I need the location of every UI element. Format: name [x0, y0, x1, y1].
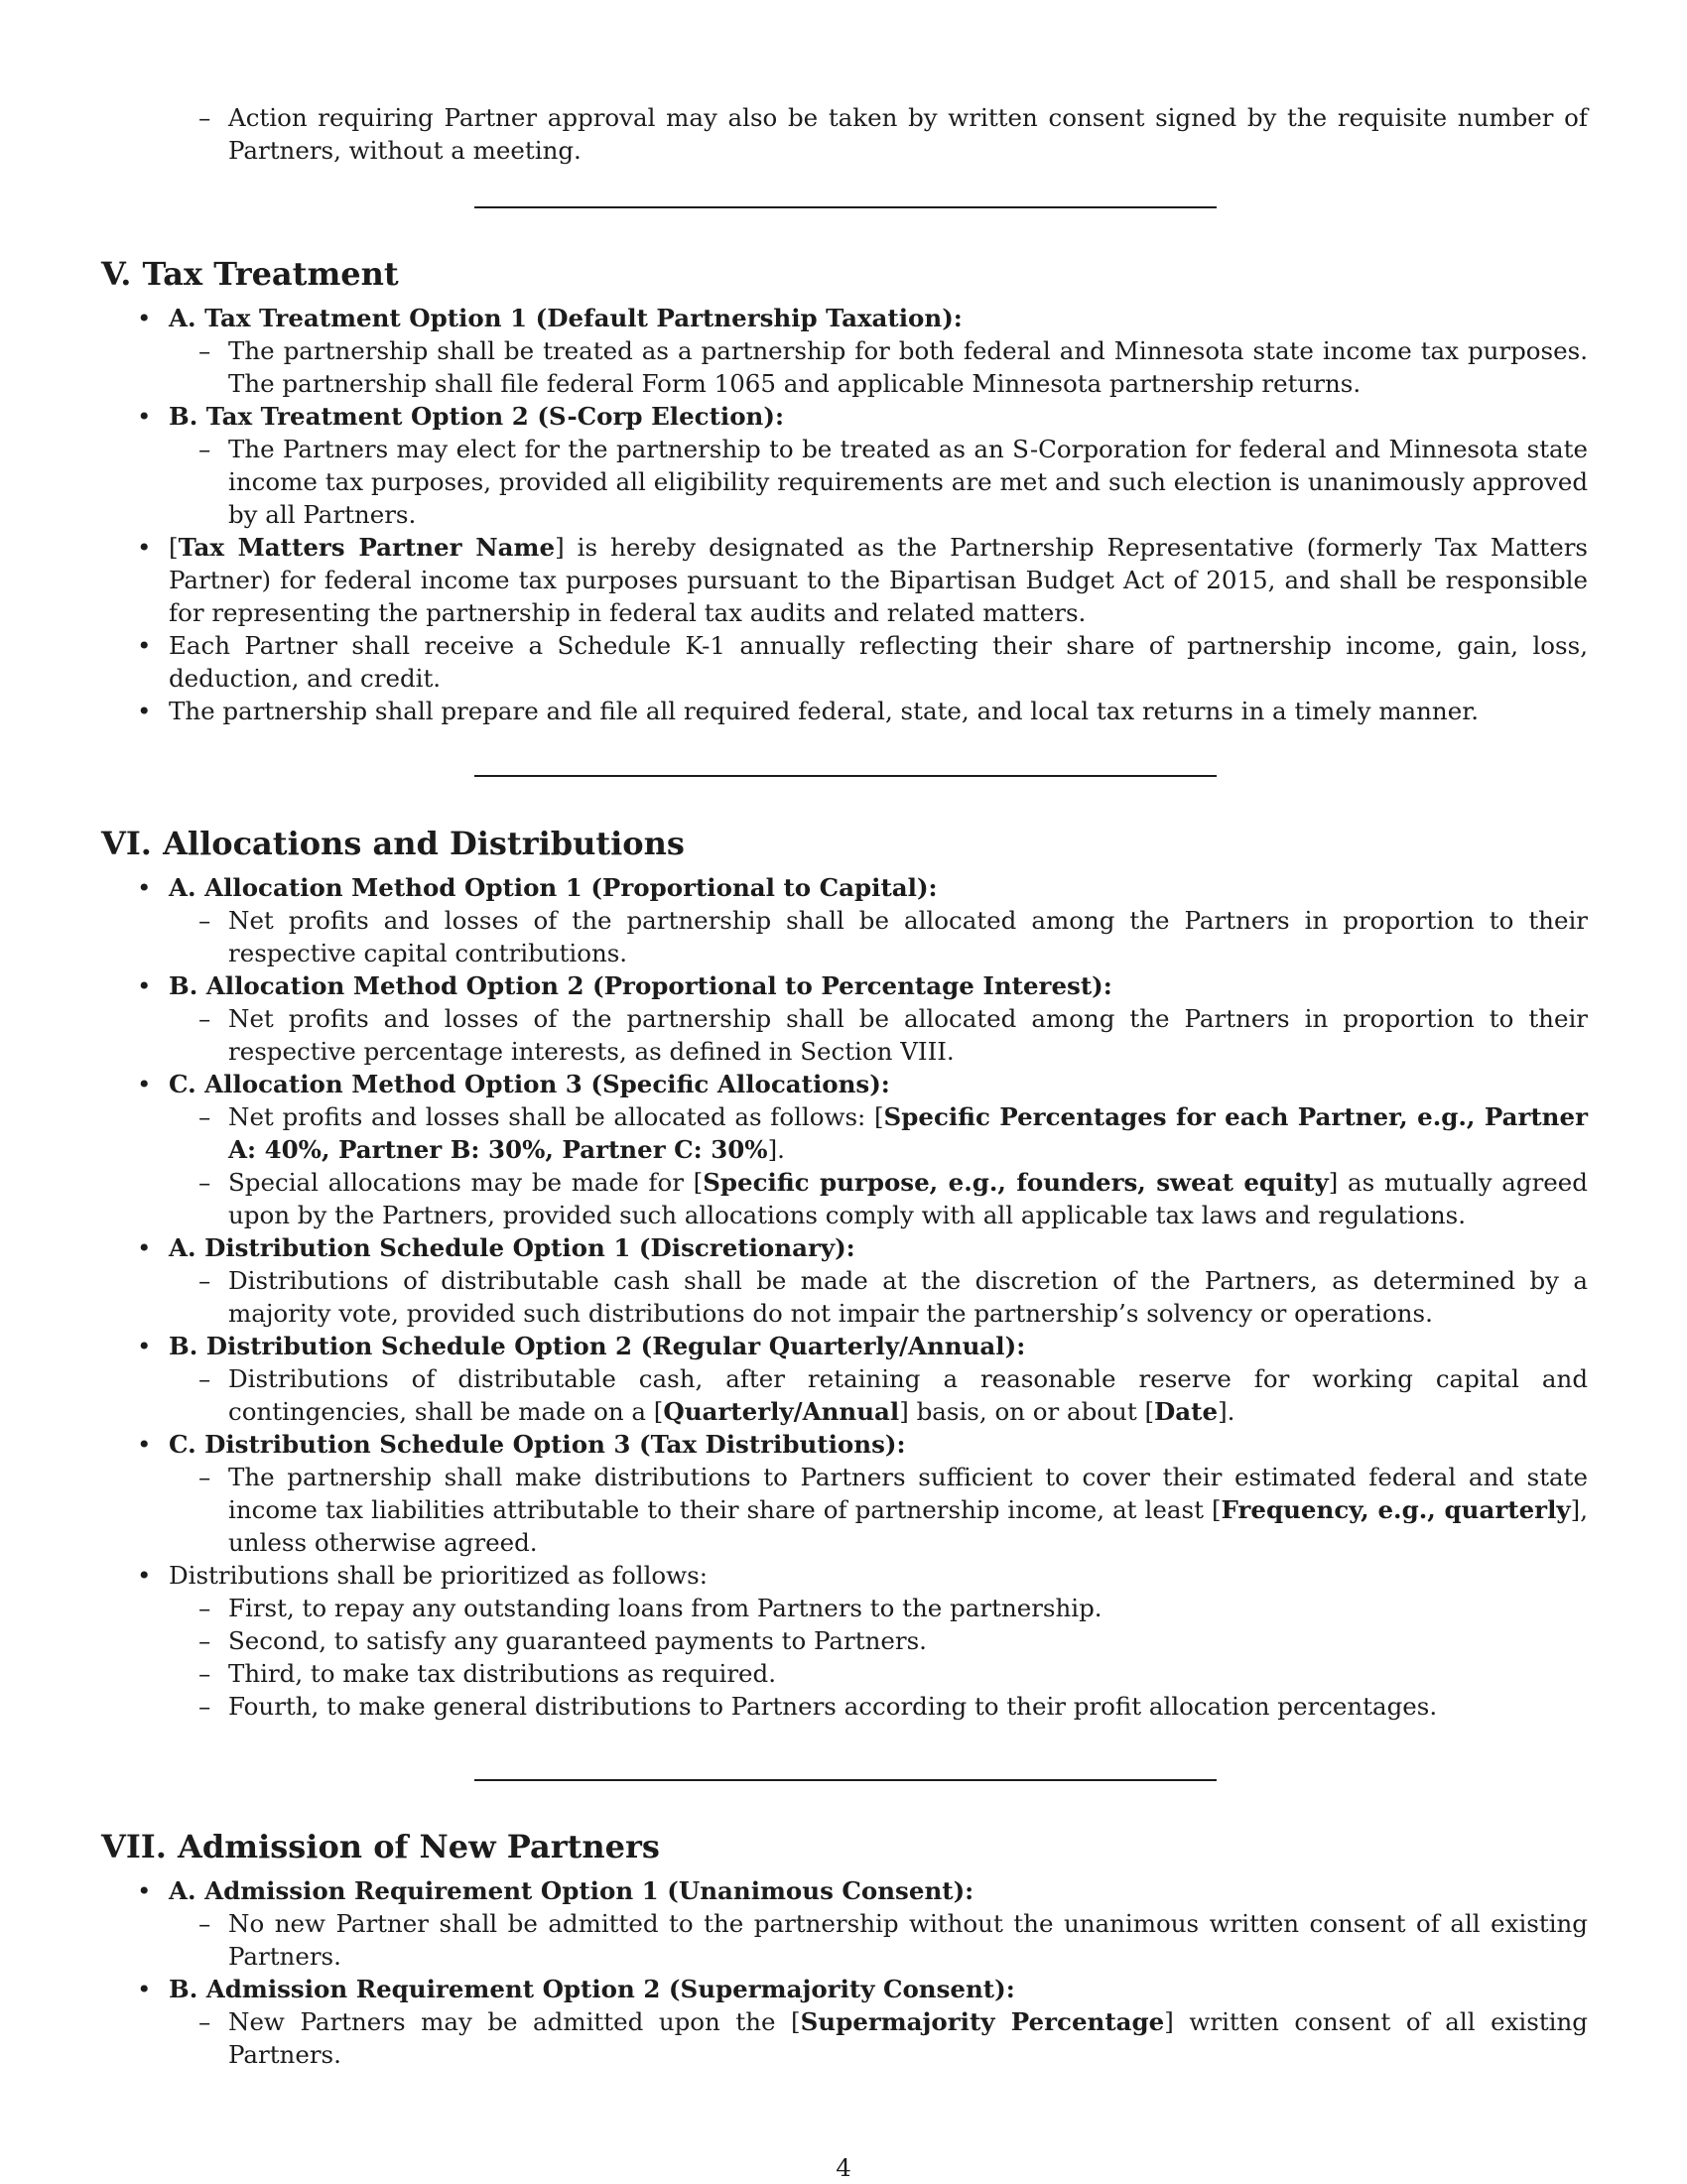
list-item	[101, 1874, 1588, 1973]
sub-item-text: New Partners may be admitted upon the	[228, 2007, 776, 2036]
sub-item: – New Partners may be admitted upon the [Supermajority Percentage] written consent of all existing Partners.	[169, 2005, 1588, 2071]
placeholder-field: Date	[1154, 1397, 1219, 1426]
section-title: VII. Admission of New Partners	[101, 1828, 660, 1865]
list-item	[101, 871, 1588, 969]
list-item	[101, 1231, 1588, 1330]
list-item	[101, 1068, 1588, 1231]
sub-item	[169, 1907, 1588, 1973]
item-text: Distributions shall be prioritized as follows:	[169, 1561, 708, 1590]
sub-item-text: The partnership shall be treated as a partnership for both federal and Minnesota state income tax purposes. The partnership shall file federal Form 1065 and applicable Minnesota partnership returns.	[228, 336, 1588, 398]
sub-item-text: written consent of all existing Partners.	[228, 2007, 1588, 2069]
placeholder-field: Frequency, e.g., quarterly	[1221, 1495, 1571, 1524]
item-text: Each Partner shall receive a Schedule K-1 annually reflecting their share of partnership income, gain, loss, deduction, and credit.	[169, 631, 1588, 693]
sub-item	[169, 334, 1588, 400]
option-heading: C. Distribution Schedule Option 3 (Tax Distributions):	[169, 1430, 906, 1459]
section-tax-treatment	[101, 254, 1590, 727]
placeholder-field: Quarterly/Annual	[663, 1397, 900, 1426]
placeholder-field: Specific purpose, e.g., founders, sweat equity	[703, 1168, 1329, 1197]
sub-item	[169, 904, 1588, 969]
sub-item: – Distributions of distributable cash, after retaining a reasonable reserve for working capital and contingencies, shall be made on a [Quarterly/Annual] basis, on or about [Date].	[169, 1362, 1588, 1428]
option-heading: B. Tax Treatment Option 2 (S-Corp Election):	[169, 402, 784, 431]
sub-item-text: Net profits and losses shall be allocated as follows:	[228, 1102, 866, 1131]
sub-item-text: First, to repay any outstanding loans from Partners to the partnership.	[228, 1594, 1103, 1622]
section-divider	[474, 206, 1217, 208]
item-text: The partnership shall prepare and file all required federal, state, and local tax returns in a timely manner.	[169, 697, 1480, 725]
tax-list	[101, 302, 1590, 727]
list-item	[101, 1428, 1588, 1559]
sub-item: – Special allocations may be made for [Specific purpose, e.g., founders, sweat equity] as mutually agreed upon by the Partners, provided such allocations comply with all applicable tax laws and regulations.	[169, 1166, 1588, 1231]
sub-item: – Net profits and losses shall be allocated as follows: [Specific Percentages for each Partner, e.g., Partner A: 40%, Partner B: 30%, Partner C: 30%].	[169, 1100, 1588, 1166]
item-text: is hereby designated as the Partnership Representative (formerly Tax Matters Partner) for federal income tax purposes pursuant to the Bipartisan Budget Act of 2015, and shall be responsible for representing the partnership in federal tax audits and related matters.	[169, 533, 1588, 627]
placeholder-field: Supermajority Percentage	[800, 2007, 1165, 2036]
sub-item	[169, 1690, 1588, 1723]
option-heading: C. Allocation Method Option 3 (Specific Allocations):	[169, 1070, 890, 1098]
admission-list	[101, 1874, 1590, 2071]
option-heading: A. Distribution Schedule Option 1 (Discretionary):	[169, 1233, 855, 1262]
sub-item	[169, 1592, 1588, 1624]
list-item	[101, 400, 1588, 531]
sub-item-text: Second, to satisfy any guaranteed payments to Partners.	[228, 1626, 927, 1655]
placeholder-field: Tax Matters Partner Name	[178, 533, 556, 562]
section-divider	[474, 1779, 1217, 1781]
sub-item-text: Third, to make tax distributions as required.	[228, 1659, 777, 1688]
sub-item	[169, 1657, 1588, 1690]
sub-item-text: The partnership shall make distributions to Partners sufficient to cover their estimated federal and state income tax liabilities attributable to their share of partnership income, at least	[228, 1463, 1588, 1524]
option-heading: A. Tax Treatment Option 1 (Default Partnership Taxation):	[169, 304, 963, 332]
sub-item-text: No new Partner shall be admitted to the partnership without the unanimous written consent of all existing Partners.	[228, 1909, 1588, 1971]
sub-item-text: unless otherwise agreed.	[228, 1528, 538, 1557]
sub-item-text: The Partners may elect for the partnership to be treated as an S-Corporation for federal and Minnesota state income tax purposes, provided all eligibility requirements are met and such election is unanimously approved by all Partners.	[228, 435, 1588, 529]
sub-item-text: Net profits and losses of the partnership shall be allocated among the Partners in proportion to their respective percentage interests, as defined in Section VIII.	[228, 1004, 1588, 1066]
list-item: • [Tax Matters Partner Name] is hereby designated as the Partnership Representative (formerly Tax Matters Partner) for federal income tax purposes pursuant to the Bipartisan Budget Act of 2015, and shall be responsible for representing the partnership in federal tax audits and related matters.	[101, 531, 1588, 629]
sub-item	[169, 1002, 1588, 1068]
sub-item	[169, 1624, 1588, 1657]
section-title: V. Tax Treatment	[101, 255, 399, 293]
list-item	[101, 629, 1588, 695]
sub-item	[169, 433, 1588, 531]
option-heading: B. Allocation Method Option 2 (Proportional to Percentage Interest):	[169, 971, 1112, 1000]
section-divider	[474, 775, 1217, 777]
sub-item-text: Fourth, to make general distributions to Partners according to their profit allocation percentages.	[228, 1692, 1438, 1721]
sub-item-text: basis, on or about	[916, 1397, 1137, 1426]
alloc-list	[101, 871, 1590, 1723]
list-item	[101, 1559, 1588, 1723]
sub-item-text: as mutually agreed upon by the Partners, provided such allocations comply with all applicable tax laws and regulations.	[228, 1168, 1588, 1229]
sub-item-text: Distributions of distributable cash shall be made at the discretion of the Partners, as determined by a majority vote, provided such distributions do not impair the partnership’s solvency or operations.	[228, 1266, 1588, 1328]
dash-bullet: –	[198, 103, 211, 132]
list-item	[101, 302, 1588, 400]
page-number: 4	[836, 2153, 851, 2182]
option-heading: A. Allocation Method Option 1 (Proportional to Capital):	[169, 873, 938, 902]
list-item	[101, 695, 1588, 727]
placeholder-field: Specific Percentages for each Partner, e.g., Partner A: 40%, Partner B: 30%, Partner C: 30%	[228, 1102, 1588, 1164]
list-item	[101, 969, 1588, 1068]
sub-item	[169, 1264, 1588, 1330]
sub-item-text: Distributions of distributable cash, after retaining a reasonable reserve for working capital and contingencies, shall be made on a	[228, 1364, 1588, 1426]
list-item	[101, 1973, 1588, 2071]
carryover-text: Action requiring Partner approval may also be taken by written consent signed by the requisite number of Partners, without a meeting.	[228, 103, 1588, 165]
list-item	[101, 1330, 1588, 1428]
sub-item: – The partnership shall make distributions to Partners sufficient to cover their estimated federal and state income tax liabilities attributable to their share of partnership income, at least [Frequency, e.g., quarterly], unless otherwise agreed.	[169, 1461, 1588, 1559]
option-heading: A. Admission Requirement Option 1 (Unanimous Consent):	[169, 1876, 974, 1905]
carryover-item	[198, 101, 1588, 167]
option-heading: B. Admission Requirement Option 2 (Supermajority Consent):	[169, 1975, 1015, 2003]
sub-item-text: Net profits and losses of the partnership shall be allocated among the Partners in proportion to their respective capital contributions.	[228, 906, 1588, 967]
section-allocations	[101, 824, 1590, 1723]
section-admission	[101, 1827, 1590, 2071]
section-title: VI. Allocations and Distributions	[101, 825, 685, 862]
option-heading: B. Distribution Schedule Option 2 (Regular Quarterly/Annual):	[169, 1332, 1026, 1360]
sub-item-text: Special allocations may be made for	[228, 1168, 684, 1197]
